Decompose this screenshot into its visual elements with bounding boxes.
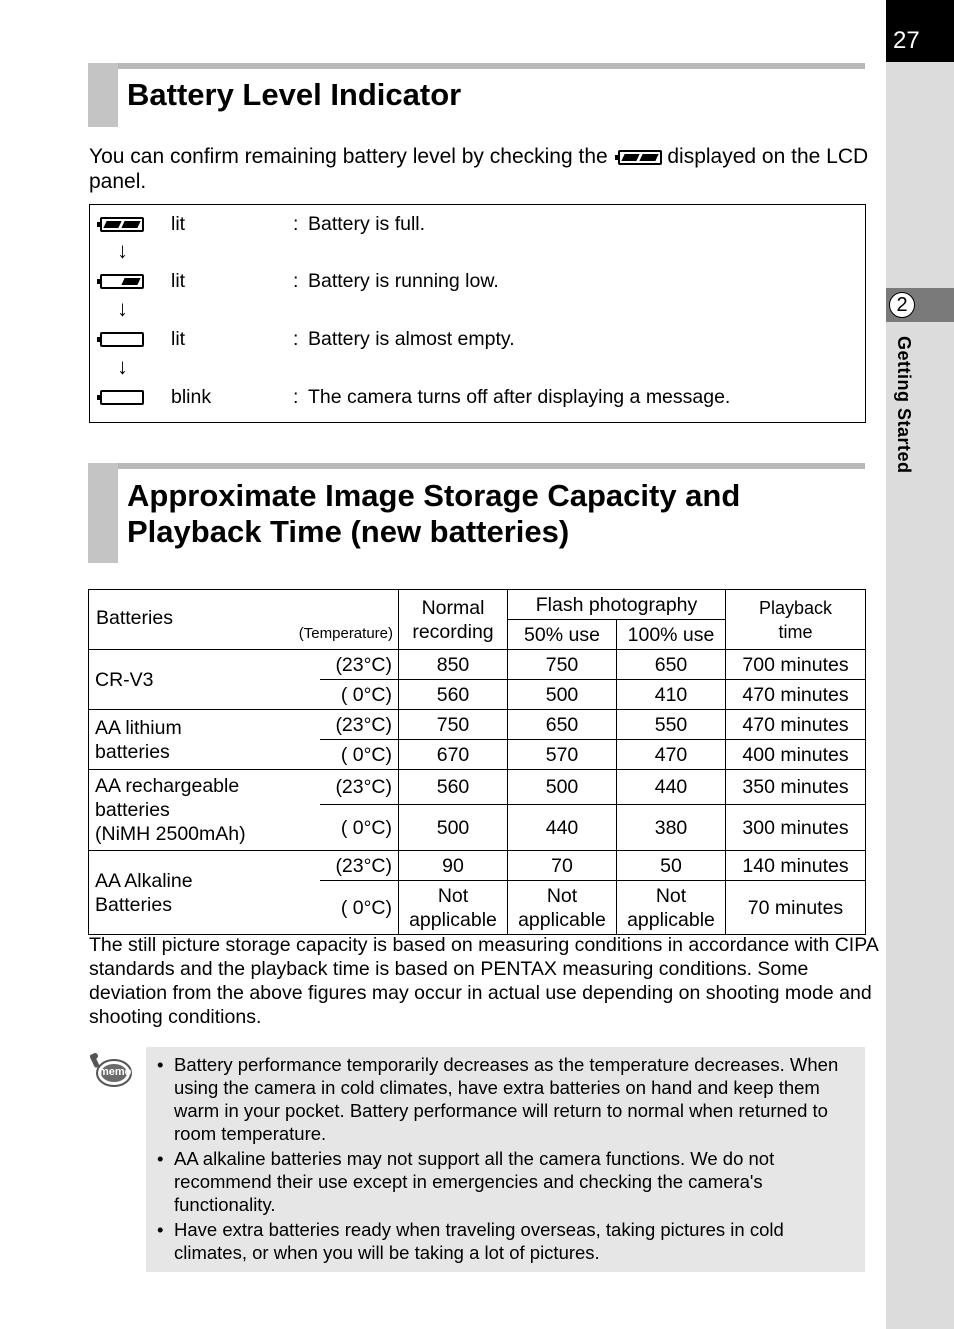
battery-intro (89, 144, 869, 194)
not-applicable-line: Not (546, 884, 578, 907)
battery-name (89, 770, 320, 851)
battery-name-line: AA rechargeable (95, 775, 240, 797)
indicator-row (90, 210, 865, 238)
flash50-cell: 750 (508, 650, 617, 680)
battery-name-line: (NiMH 2500mAh) (95, 823, 246, 845)
battery-name (89, 710, 320, 770)
battery-name-line: batteries (95, 799, 170, 821)
battery-half-icon (100, 274, 144, 289)
flash100-cell: 550 (617, 710, 726, 740)
normal-cell: 500 (399, 805, 508, 851)
memo-item: • Have extra batteries ready when traveling overseas, taking pictures in cold climates, or when you will be taking a lot of pictures. (157, 1218, 857, 1264)
down-arrow-icon: ↓ (117, 238, 128, 263)
table-header-row (89, 590, 866, 620)
not-applicable-line: Not (655, 884, 687, 907)
heading-marker (88, 463, 118, 563)
memo-icon (90, 1053, 132, 1089)
temperature-cell: ( 0°C) (320, 881, 399, 935)
battery-name-line: AA lithium (95, 716, 182, 739)
flash100-cell: 50 (617, 851, 726, 881)
indicator-state: lit (171, 213, 186, 235)
chapter-number: 2 (889, 292, 915, 318)
battery-intro-text-end: displayed on the LCD panel. (89, 145, 869, 193)
capacity-table (88, 589, 866, 935)
battery-name (89, 851, 320, 935)
page-number: 27 (893, 27, 920, 54)
capacity-title-line: Approximate Image Storage Capacity and (127, 478, 741, 513)
table-row (89, 650, 866, 680)
flash100-cell: 410 (617, 680, 726, 710)
battery-intro-text: You can confirm remaining battery level by checking the (89, 145, 608, 168)
heading-marker (88, 63, 118, 127)
capacity-title-line: Playback Time (new batteries) (127, 514, 570, 549)
header-normal-line: Normal (421, 596, 485, 619)
capacity-note: The still picture storage capacity is based on measuring conditions in accordance with CIPA standards and the playback time is based on PENTAX measuring conditions. Some deviation from the above figures may occur in actual use depending on shooting mode and shooting conditions. (89, 934, 878, 1028)
memo-list (157, 1053, 857, 1266)
battery-indicator-box (89, 204, 866, 423)
not-applicable-line: Not (437, 884, 469, 907)
not-applicable-line: applicable (409, 908, 497, 931)
normal-cell: 560 (399, 680, 508, 710)
capacity-section-title (127, 478, 740, 550)
flash50-cell: 70 (508, 851, 617, 881)
header-normal (399, 590, 508, 650)
chapter-side-strip (886, 0, 954, 1329)
indicator-colon: : (293, 328, 299, 350)
header-playback-line: time (778, 621, 813, 642)
table-row (89, 851, 866, 881)
indicator-row (90, 383, 865, 411)
temperature-cell: ( 0°C) (320, 680, 399, 710)
header-flash: Flash photography (508, 590, 726, 620)
normal-cell: 850 (399, 650, 508, 680)
indicator-description: Battery is almost empty. (308, 328, 515, 350)
battery-full-icon (100, 217, 144, 232)
indicator-colon: : (293, 270, 299, 292)
not-applicable-line: applicable (627, 908, 715, 931)
flash50-cell: 650 (508, 710, 617, 740)
flash100-cell: 470 (617, 740, 726, 770)
playback-cell: 140 minutes (726, 851, 866, 881)
playback-cell: 70 minutes (726, 881, 866, 935)
not-applicable-line: applicable (518, 908, 606, 931)
playback-cell: 470 minutes (726, 680, 866, 710)
battery-section-title: Battery Level Indicator (127, 77, 462, 112)
header-playback (726, 590, 866, 650)
flash100-cell: 380 (617, 805, 726, 851)
battery-name: CR-V3 (89, 650, 320, 710)
indicator-description: Battery is full. (308, 213, 426, 235)
memo-item: • Battery performance temporarily decreases as the temperature decreases. When using the camera in cold climates, have extra batteries on hand and keep them warm in your pocket. Battery performance will return to normal when returned to room temperature. (157, 1053, 857, 1145)
flash100-cell (617, 881, 726, 935)
indicator-colon: : (293, 386, 299, 408)
header-normal-line: recording (412, 620, 494, 643)
indicator-colon: : (293, 213, 299, 235)
indicator-state: blink (171, 386, 212, 408)
header-playback-line: Playback (758, 597, 833, 618)
battery-empty-icon (100, 390, 144, 405)
flash50-cell (508, 881, 617, 935)
playback-cell: 300 minutes (726, 805, 866, 851)
temperature-cell: (23°C) (320, 770, 399, 805)
indicator-description: Battery is running low. (308, 270, 499, 292)
indicator-row (90, 325, 865, 353)
playback-cell: 350 minutes (726, 770, 866, 805)
memo-label: memo (99, 1066, 132, 1078)
memo-item: • AA alkaline batteries may not support all the camera functions. We do not recommend their use except in emergencies and checking the camera's functionality. (157, 1147, 857, 1216)
indicator-state: lit (171, 328, 186, 350)
normal-cell: 670 (399, 740, 508, 770)
flash50-cell: 570 (508, 740, 617, 770)
flash50-cell: 500 (508, 770, 617, 805)
table-row (89, 770, 866, 805)
indicator-row (90, 267, 865, 295)
flash50-cell: 440 (508, 805, 617, 851)
chapter-title: Getting Started (894, 336, 914, 474)
temperature-cell: ( 0°C) (320, 805, 399, 851)
temperature-cell: (23°C) (320, 650, 399, 680)
down-arrow-icon: ↓ (117, 296, 128, 321)
header-batteries (89, 590, 399, 650)
header-flash-100: 100% use (617, 620, 726, 650)
down-arrow-icon: ↓ (117, 354, 128, 379)
playback-cell: 470 minutes (726, 710, 866, 740)
normal-cell (399, 881, 508, 935)
temperature-cell: ( 0°C) (320, 740, 399, 770)
playback-cell: 700 minutes (726, 650, 866, 680)
normal-cell: 90 (399, 851, 508, 881)
header-batteries-label: Batteries (96, 607, 173, 629)
table-row (89, 710, 866, 740)
heading-rule (88, 463, 865, 469)
normal-cell: 750 (399, 710, 508, 740)
playback-cell: 400 minutes (726, 740, 866, 770)
header-flash-50: 50% use (508, 620, 617, 650)
heading-rule (88, 63, 865, 69)
battery-name-line: batteries (95, 740, 170, 763)
indicator-description: The camera turns off after displaying a message. (308, 386, 731, 408)
normal-cell: 560 (399, 770, 508, 805)
header-temperature-label: (Temperature) (298, 625, 393, 642)
temperature-cell: (23°C) (320, 710, 399, 740)
battery-name-line: AA Alkaline (95, 869, 193, 892)
battery-name-line: Batteries (95, 893, 172, 916)
battery-empty-icon (100, 332, 144, 347)
flash100-cell: 440 (617, 770, 726, 805)
flash50-cell: 500 (508, 680, 617, 710)
battery-full-icon (618, 150, 662, 165)
flash100-cell: 650 (617, 650, 726, 680)
indicator-state: lit (171, 270, 186, 292)
temperature-cell: (23°C) (320, 851, 399, 881)
